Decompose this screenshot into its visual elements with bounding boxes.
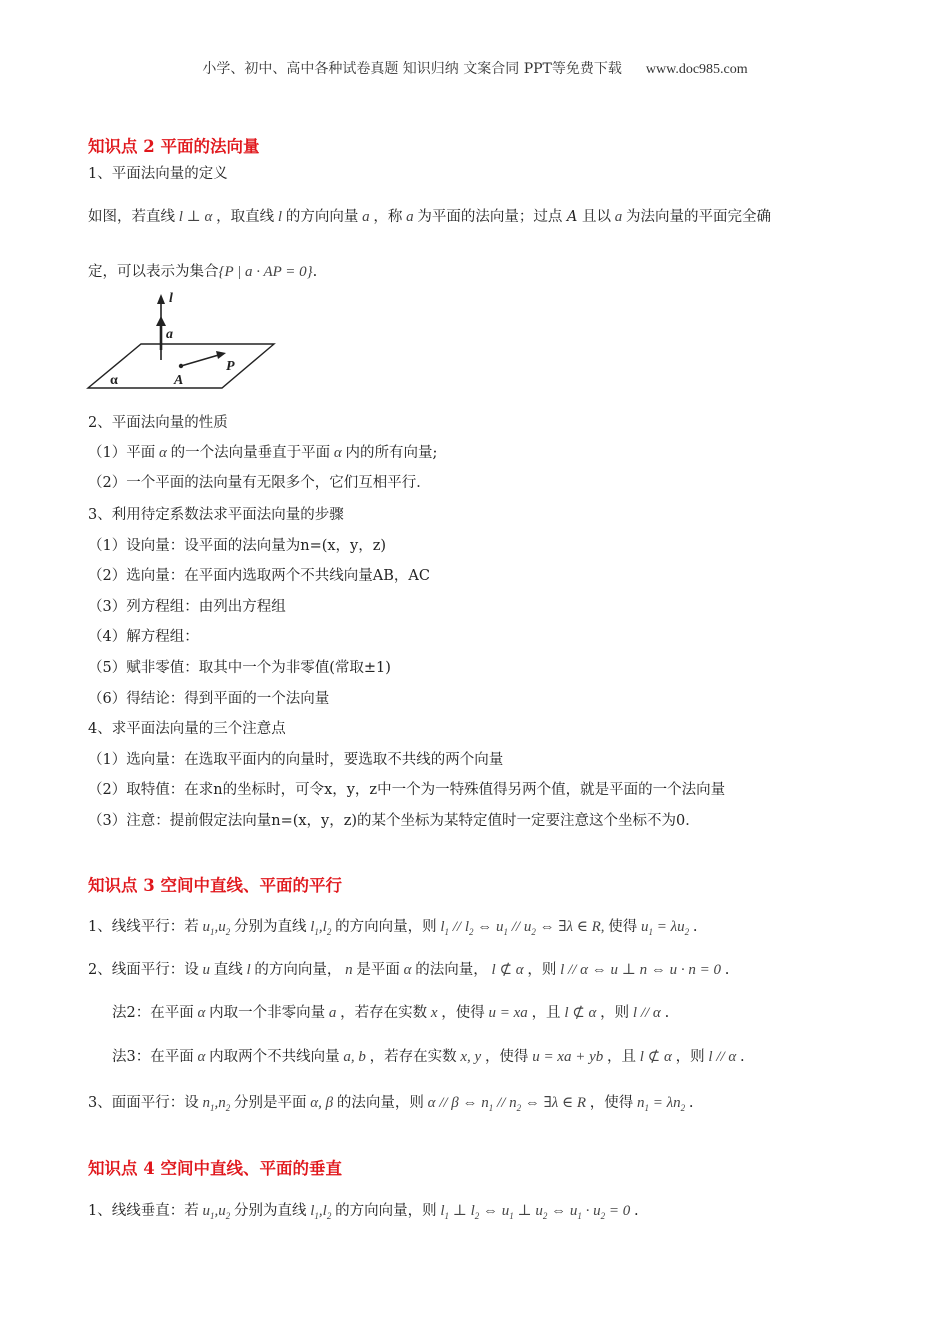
p2-item2: （2）一个平面的法向量有无限多个，它们互相平行． [88, 475, 431, 491]
p3-item6: （6）得结论：得到平面的一个法向量 [88, 691, 330, 707]
s3-row1: 1、线线平行：若 $u_1,u_2$ 分别为直线 $l_1,l_2$ 的方向向量，则 $l_1 // l_2$ ⇔ $u_1 // u_2$ ⇔ ∃λ ∈ R, 使得 $u_1 = \lambda u_2$ . [88, 919, 698, 937]
label-l: l [169, 292, 173, 306]
label-P: P [226, 359, 235, 374]
p3-title: 3、利用待定系数法求平面法向量的步骤 [88, 507, 344, 523]
point-A [179, 364, 183, 368]
set-formula: {P | a · AP = 0} [218, 264, 313, 280]
p1-title: 1、平面法向量的定义 [88, 166, 228, 182]
section-title-4: 知识点 4 空间中直线、平面的垂直 [88, 1159, 342, 1178]
header-url[interactable]: www.doc985.com [645, 62, 748, 77]
label-A: A [174, 373, 184, 388]
s3-row2: 2、线面平行：设 u 直线 l 的方向向量， n 是平面 α 的法向量， l ⊄ α ，则 l // α ⇔ u ⊥ n ⇔ u · n = 0 . [88, 962, 730, 978]
header-text: 小学、初中、高中各种试卷真题 知识归纳 文案合同 PPT等免费下载 [202, 61, 622, 77]
p3-item5: （5）赋非零值：取其中一个为非零值(常取±1) [88, 660, 391, 676]
s3-row5: 3、面面平行：设 $n_1,n_2$ 分别是平面 α, β 的法向量，则 α // β ⇔ $n_1 // n_2$ ⇔ ∃λ ∈ R ，使得 $n_1 = \lambda n_2$ . [88, 1095, 694, 1113]
section-title-3: 知识点 3 空间中直线、平面的平行 [88, 876, 342, 895]
p4-item1: （1）选向量：在选取平面内的向量时，要选取不共线的两个向量 [88, 752, 504, 768]
p3-item4: （4）解方程组： [88, 629, 199, 645]
p2-item1: （1）平面 α 的一个法向量垂直于平面 α 内的所有向量; [88, 445, 438, 461]
p3-item1: （1）设向量：设平面的法向量为n=(x，y，z) [88, 538, 387, 554]
p1-line1: 如图，若直线 l ⊥ α ，取直线 l 的方向向量 a ，称 a 为平面的法向量；过点 A 且以 a 为法向量的平面完全确 [88, 209, 772, 225]
label-a: a [166, 327, 173, 342]
p2-title: 2、平面法向量的性质 [88, 415, 228, 431]
plane-normal-figure [86, 292, 286, 396]
p4-title: 4、求平面法向量的三个注意点 [88, 721, 286, 737]
vector-AP [181, 354, 222, 366]
p3-item2: （2）选向量：在平面内选取两个不共线向量AB，AC [88, 568, 430, 584]
p1-line2: 定，可以表示为集合{P | a · AP = 0}. [88, 264, 318, 280]
formula: l ⊥ α [175, 209, 217, 225]
section-title-2: 知识点 2 平面的法向量 [88, 137, 260, 156]
p3-item3: （3）列方程组：由列出方程组 [88, 599, 286, 615]
line-l-arrowhead [157, 294, 165, 304]
p4-item3: （3）注意：提前假定法向量n=(x，y，z)的某个坐标为某特定值时一定要注意这个坐标不为0． [88, 813, 700, 829]
s4-row1: 1、线线垂直：若 $u_1,u_2$ 分别为直线 $l_1,l_2$ 的方向向量，则 $l_1$ ⊥ $l_2$ ⇔ $u_1$ ⊥ $u_2$ ⇔ $u_1 \cdot u_2 = 0$ . [88, 1203, 639, 1221]
label-alpha: α [110, 373, 118, 388]
normal-vector-arrowhead [156, 316, 166, 326]
s3-row3: 法2：在平面 α 内取一个非零向量 a ，若存在实数 x ，使得 u = xa ，且 l ⊄ α ，则 l // α . [112, 1005, 670, 1021]
p4-item2: （2）取特值：在求n的坐标时，可令x，y，z中一个为一特殊值得另两个值，就是平面的一个法向量 [88, 782, 726, 798]
page-header [0, 58, 950, 78]
vector-AP-arrowhead [216, 351, 226, 359]
s3-row4: 法3：在平面 α 内取两个不共线向量 a, b ，若存在实数 x, y ，使得 u = xa + yb ，且 l ⊄ α ，则 l // α . [112, 1049, 745, 1065]
